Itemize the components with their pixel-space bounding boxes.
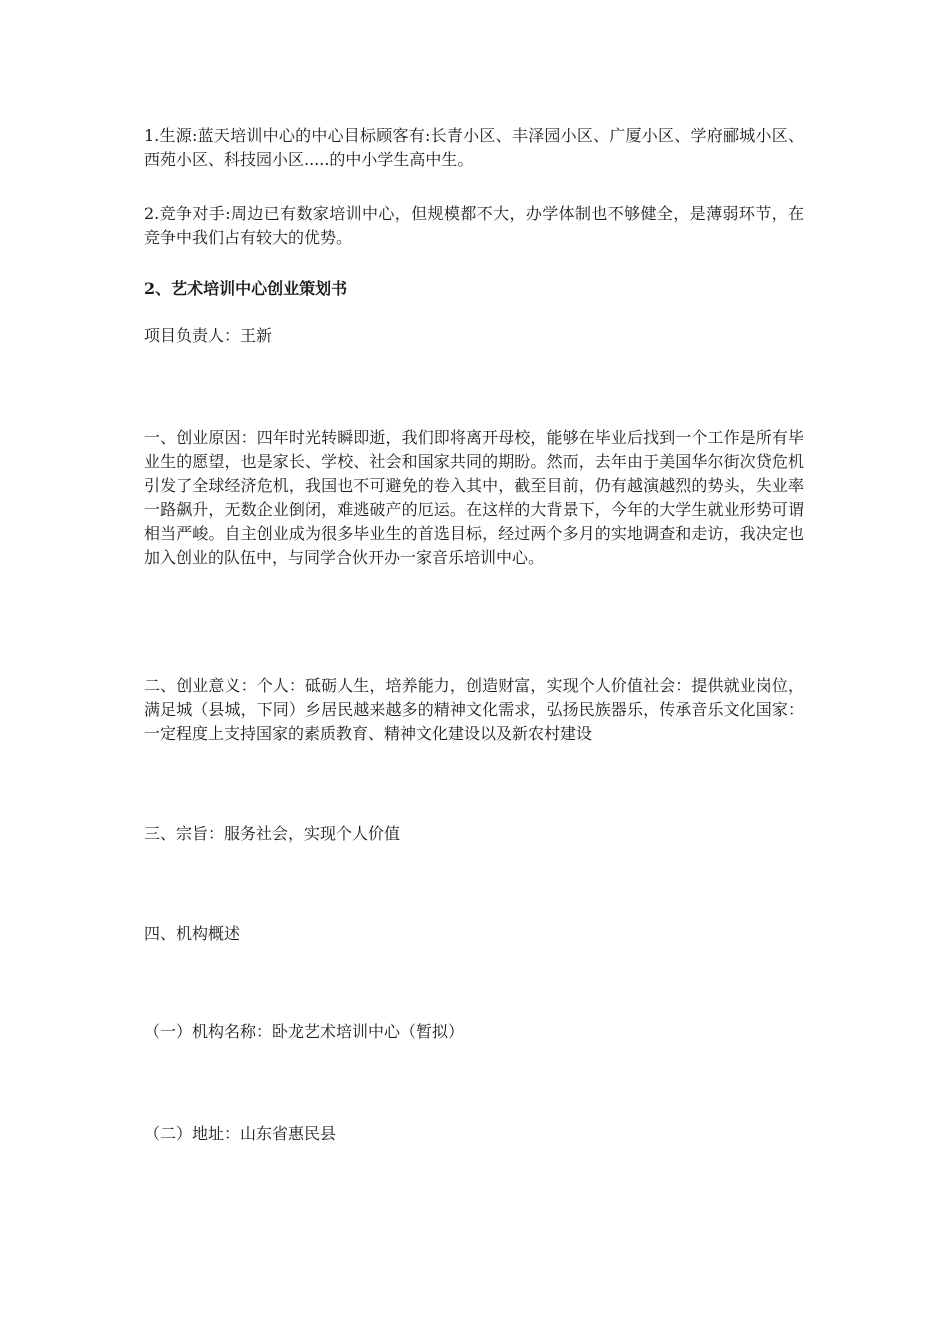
section-title: 2、艺术培训中心创业策划书 xyxy=(144,279,348,298)
paragraph-overview: 四、机构概述 xyxy=(144,924,241,943)
project-lead: 项目负责人：王新 xyxy=(144,326,273,345)
paragraph-purpose: 三、宗旨：服务社会，实现个人价值 xyxy=(144,824,401,843)
paragraph-address: （二）地址：山东省惠民县 xyxy=(144,1124,337,1143)
paragraph-competitors: 2.竞争对手:周边已有数家培训中心，但规模都不大，办学体制也不够健全，是薄弱环节，在竞争中我们占有较大的优势。 xyxy=(144,204,804,247)
paragraph-org-name: （一）机构名称：卧龙艺术培训中心（暂拟） xyxy=(144,1022,465,1041)
paragraph-reason: 一、创业原因：四年时光转瞬即逝，我们即将离开母校，能够在毕业后找到一个工作是所有毕业生的愿望，也是家长、学校、社会和国家共同的期盼。然而，去年由于美国华尔街次贷危机引发了全球经济危机，我国也不可避免的卷入其中，截至目前，仍有越演越烈的势头，失业率一路飙升，无数企业倒闭，难逃破产的厄运。在这样的大背景下，今年的大学生就业形势可谓相当严峻。自主创业成为很多毕业生的首选目标，经过两个多月的实地调查和走访，我决定也加入创业的队伍中，与同学合伙开办一家音乐培训中心。 xyxy=(144,428,804,567)
paragraph-student-source: 1.生源:蓝天培训中心的中心目标顾客有:长青小区、丰泽园小区、广厦小区、学府郦城小区、西苑小区、科技园小区.....的中小学生高中生。 xyxy=(144,126,804,169)
paragraph-significance: 二、创业意义：个人：砥砺人生，培养能力，创造财富，实现个人价值社会：提供就业岗位，满足城（县城，下同）乡居民越来越多的精神文化需求，弘扬民族器乐，传承音乐文化国家：一定程度上支持国家的素质教育、精神文化建设以及新农村建设 xyxy=(144,676,804,743)
